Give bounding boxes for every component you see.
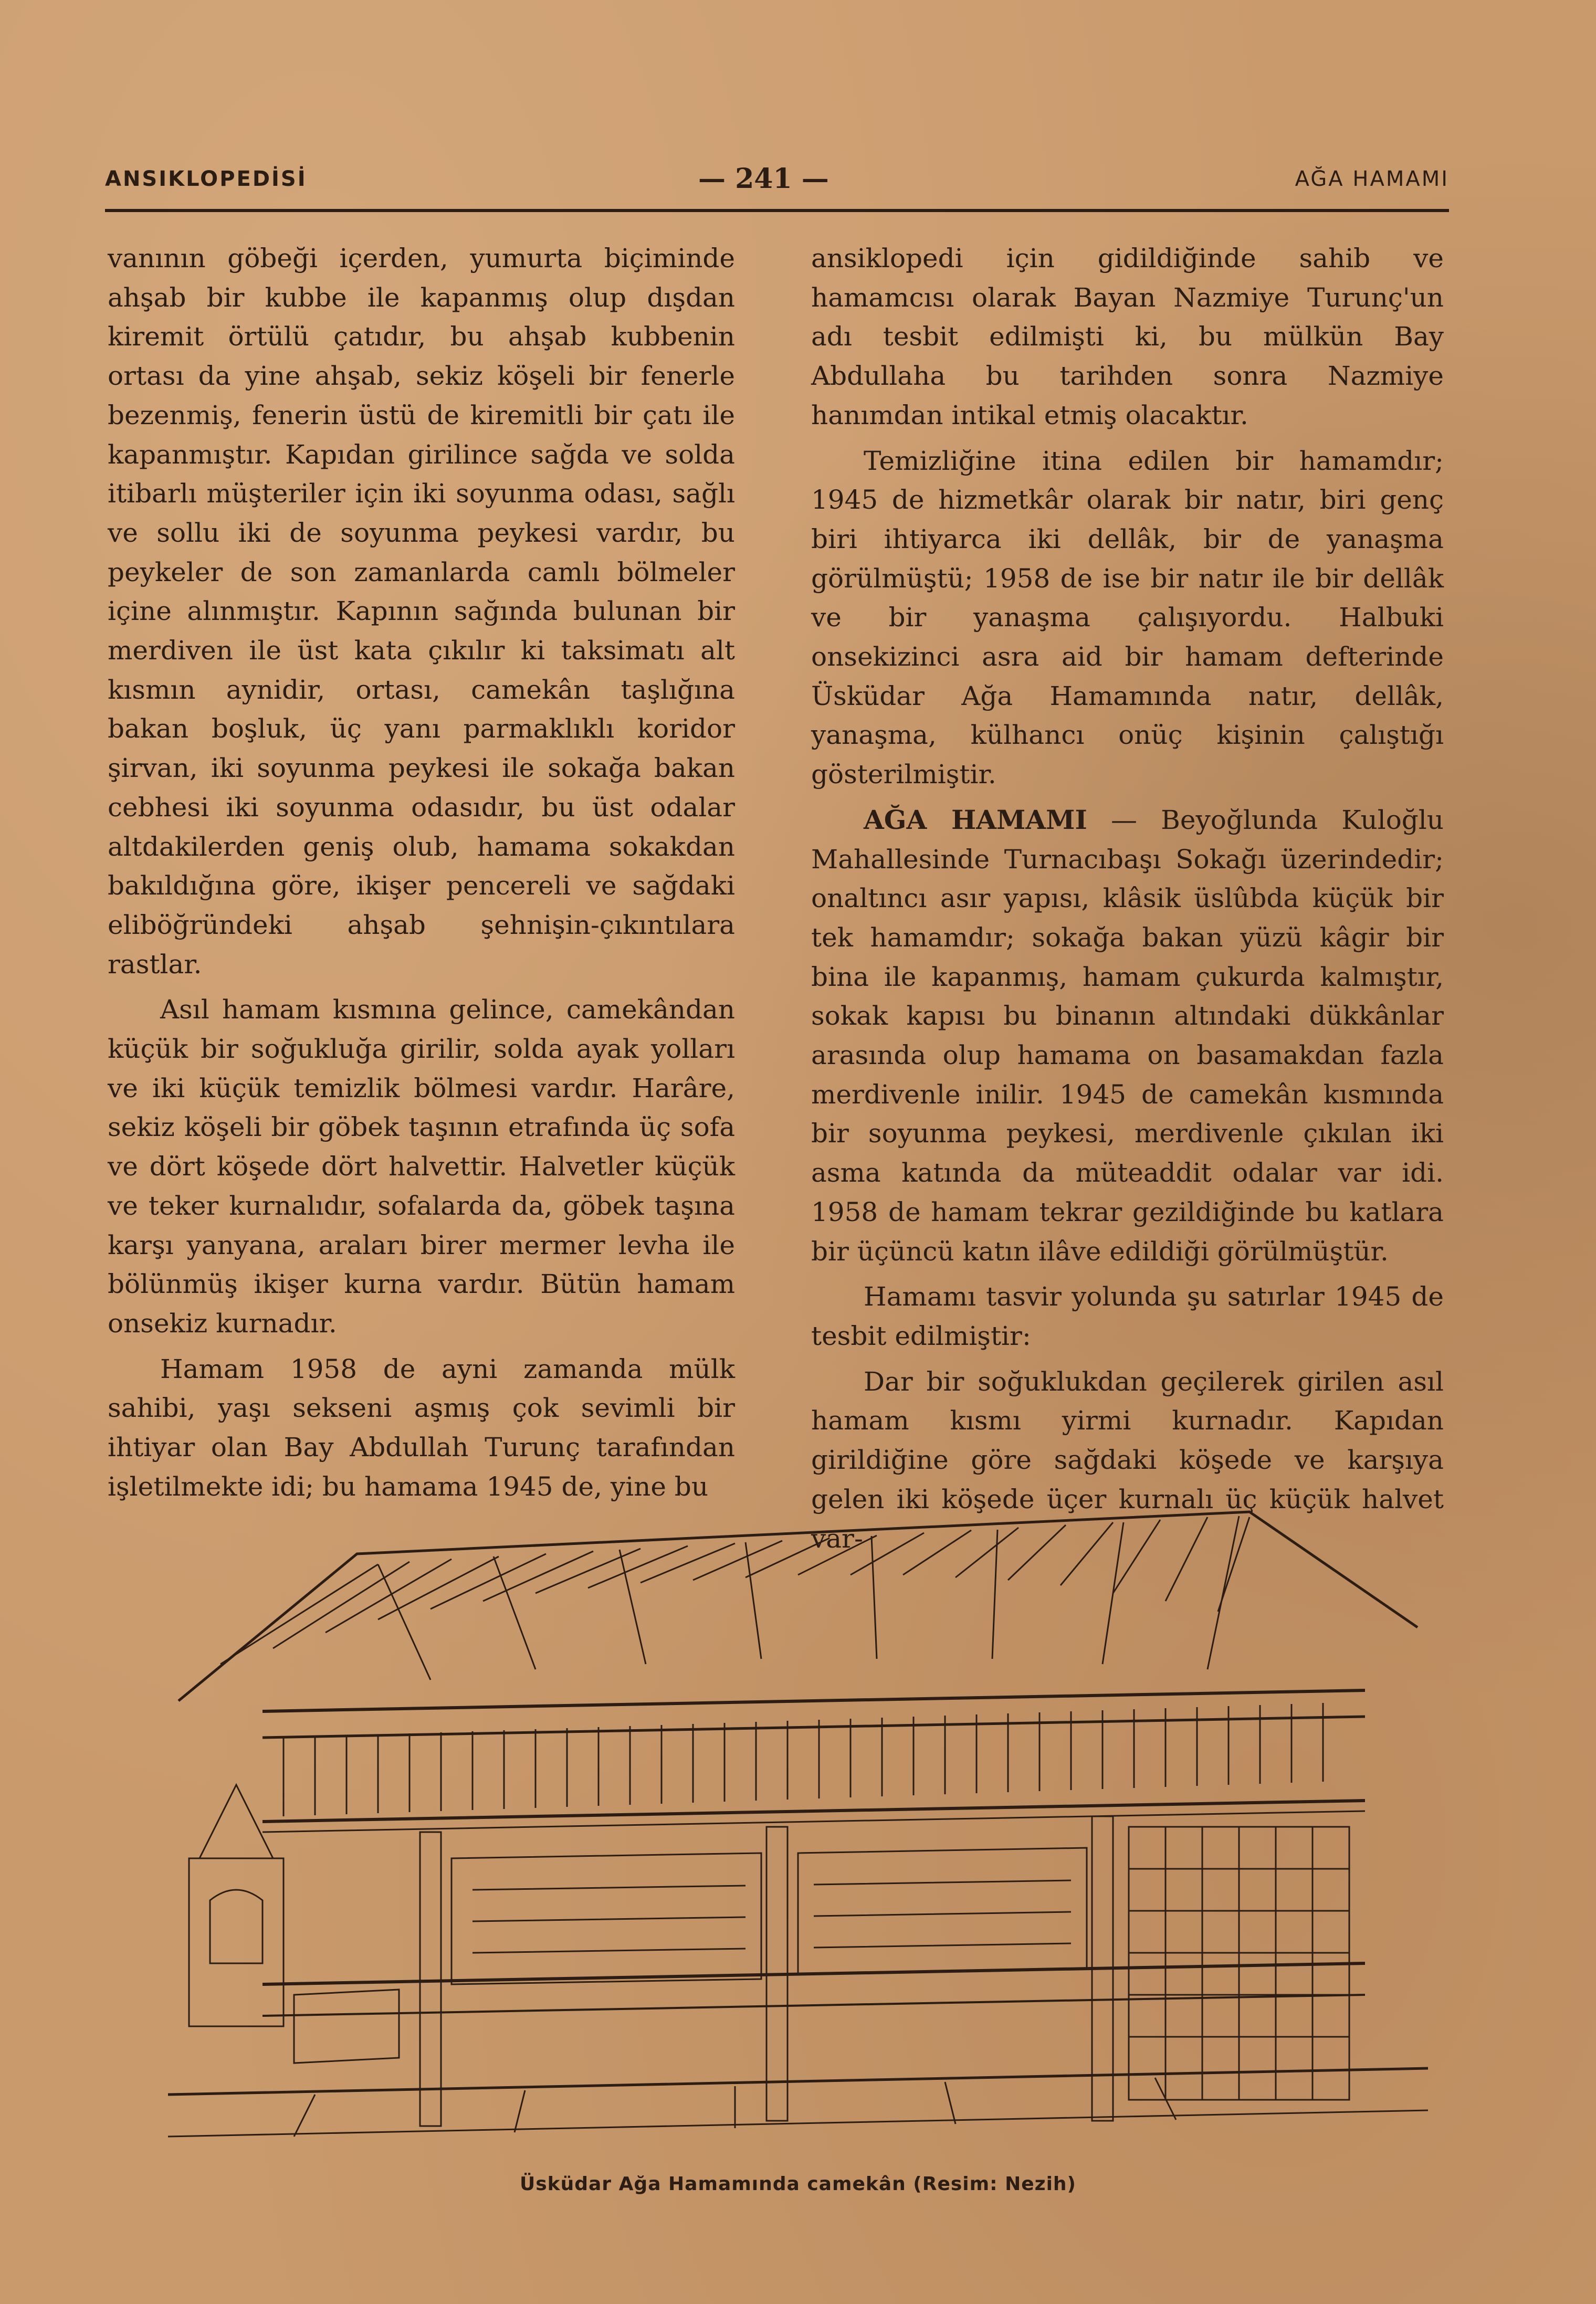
left-column [108, 239, 735, 1507]
left-paragraph-2: Asıl hamam kısmına gelince, camekândan küçük bir soğukluğa girilir, solda ayak yolları ve iki küçük temizlik bölmesi vardır. Harâre, sekiz köşeli bir göbek taşının etrafında üç sofa ve dört köşede dört halvettir. Halvetler küçük ve teker kurnalıdır, sofalarda da, göbek taşına karşı yanyana, araları birer mermer levha ile bölünmüş ikişer kurna vardır. Bütün hamam onsekiz kurnadır. [108, 994, 735, 1339]
entry-body: — Beyoğlunda Kuloğlu Mahallesinde Turnacıbaşı Sokağı üzerindedir; onaltıncı asır yapısı, klâsik üslûbda küçük bir tek hamamdır; sokağa bakan yüzü kâgir bir bina ile kapanmış, hamam çukurda kalmıştır, sokak kapısı bu binanın altındaki dükkânlar arasında olup hamama on basamakdan fazla merdivenle inilir. 1945 de camekân kısmında bir soyunma peykesi, merdivenle çıkılan iki asma katında da müteaddit odalar var idi. 1958 de hamam tekrar gezildiğinde bu katlara bir üçüncü katın ilâve edildiği görülmüştür. [811, 804, 1444, 1267]
left-paragraph-1: vanının göbeği içerden, yumurta biçiminde ahşab bir kubbe ile kapanmış olup dışdan kiremit örtülü çatıdır, bu ahşab kubbenin ortası da yine ahşab, sekiz köşeli bir fenerle bezenmiş, fenerin üstü de kiremitli bir çatı ile kapanmıştır. Kapıdan girilince sağda ve solda itibarlı müşteriler için iki soyunma odası, sağlı ve sollu iki de soyunma peykesi vardır, bu peykeler de son zamanlarda camlı bölmeler içine alınmıştır. Kapının sağında bulunan bir merdiven ile üst kata çıkılır ki taksimatı alt kısmın aynidir, ortası, camekân taşlığına bakan boşluk, üç yanı parmaklıklı koridor şirvan, iki soyunma peykesi ile sokağa bakan cebhesi iki soyunma odasıdır, bu üst odalar altdakilerden geniş olub, hamama sokakdan bakıldığına göre, ikişer pencereli ve sağdaki eliböğründeki ahşab şehnişin-çıkıntılara rastlar. [108, 243, 735, 980]
page-header [105, 163, 1449, 204]
header-encyclopedia-title: ANSIKLOPEDİSİ [105, 167, 307, 191]
left-paragraph-3: Hamam 1958 de ayni zamanda mülk sahibi, yaşı sekseni aşmış çok sevimli bir ihtiyar olan Bay Abdullah Turunç tarafından işletilmekte idi; bu hamama 1945 de, yine bu [108, 1353, 735, 1502]
entry-heading: AĞA HAMAMI [864, 804, 1087, 835]
header-rule [105, 209, 1449, 212]
right-paragraph-4: Hamamı tasvir yolunda şu satırlar 1945 de tesbit edilmiştir: [811, 1281, 1444, 1351]
illustration-drawing [158, 1491, 1438, 2158]
page-number: — 241 — [698, 163, 829, 195]
right-paragraph-2: Temizliğine itina edilen bir hamamdır; 1945 de hizmetkâr olarak bir natır, biri genç biri ihtiyarca iki dellâk, bir de yanaşma görülmüştü; 1958 de ise bir natır ile bir dellâk ve bir yanaşma çalışıyordu. Halbuki onsekizinci asra aid bir hamam defterinde Üsküdar Ağa Hamamında natır, dellâk, yanaşma, külhancı onüç kişinin çalıştığı gösterilmiştir. [811, 445, 1444, 790]
right-column [811, 239, 1444, 1558]
header-entry-title: AĞA HAMAMI [1295, 167, 1449, 191]
figure-caption: Üsküdar Ağa Hamamında camekân (Resim: Nezih) [519, 2173, 1076, 2195]
camekan-illustration [158, 1491, 1438, 2158]
right-paragraph-1: ansiklopedi için gidildiğinde sahib ve hamamcısı olarak Bayan Nazmiye Turunç'un adı tesbit edilmişti ki, bu mülkün Bay Abdullaha bu tarihden sonra Nazmiye hanımdan intikal etmiş olacaktır. [811, 243, 1444, 430]
right-paragraph-3 [811, 801, 1444, 1271]
right-paragraph-5: Dar bir soğuklukdan geçilerek girilen asıl hamam kısmı yirmi kurnadır. Kapıdan girildiğine göre sağdaki köşede ve karşıya gelen iki köşede üçer kurnalı üç küçük halvet var- [811, 1366, 1444, 1554]
